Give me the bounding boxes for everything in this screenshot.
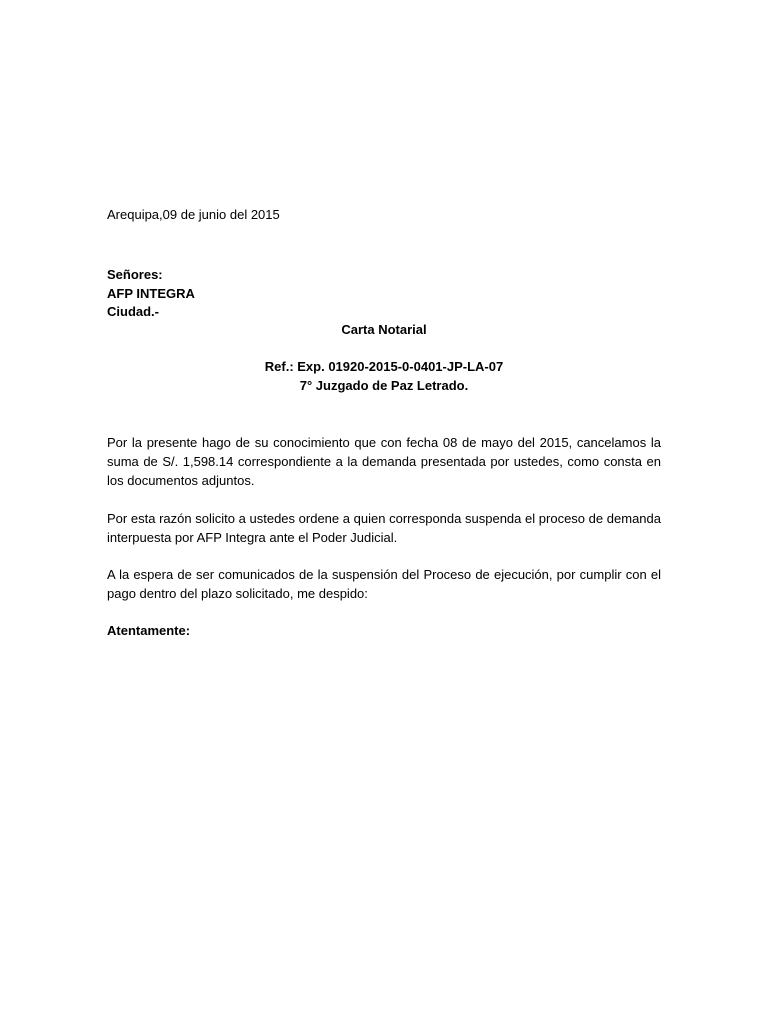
body-paragraph-1: Por la presente hago de su conocimiento que con fecha 08 de mayo del 2015, cancelamos la suma de S/. 1,598.14 correspondiente a la demanda presentada por ustedes, como consta en los documentos adjuntos. bbox=[107, 435, 661, 488]
reference-expedient: Ref.: Exp. 01920-2015-0-0401-JP-LA-07 bbox=[264, 359, 504, 374]
recipient-salutation: Señores: bbox=[107, 267, 163, 282]
body-paragraph-2: Por esta razón solicito a ustedes ordene a quien corresponda suspenda el proceso de demanda interpuesta por AFP Integra ante el Poder Judicial. bbox=[107, 511, 661, 545]
date-line: Arequipa,09 de junio del 2015 bbox=[107, 207, 280, 222]
recipient-city: Ciudad.- bbox=[107, 304, 159, 319]
body-paragraph-3: A la espera de ser comunicados de la suspensión del Proceso de ejecución, por cumplir con el pago dentro del plazo solicitado, me despido: bbox=[107, 567, 661, 601]
recipient-company: AFP INTEGRA bbox=[107, 286, 195, 301]
letter-title: Carta Notarial bbox=[341, 322, 427, 337]
closing: Atentamente: bbox=[107, 623, 191, 638]
reference-court: 7° Juzgado de Paz Letrado. bbox=[299, 378, 469, 393]
